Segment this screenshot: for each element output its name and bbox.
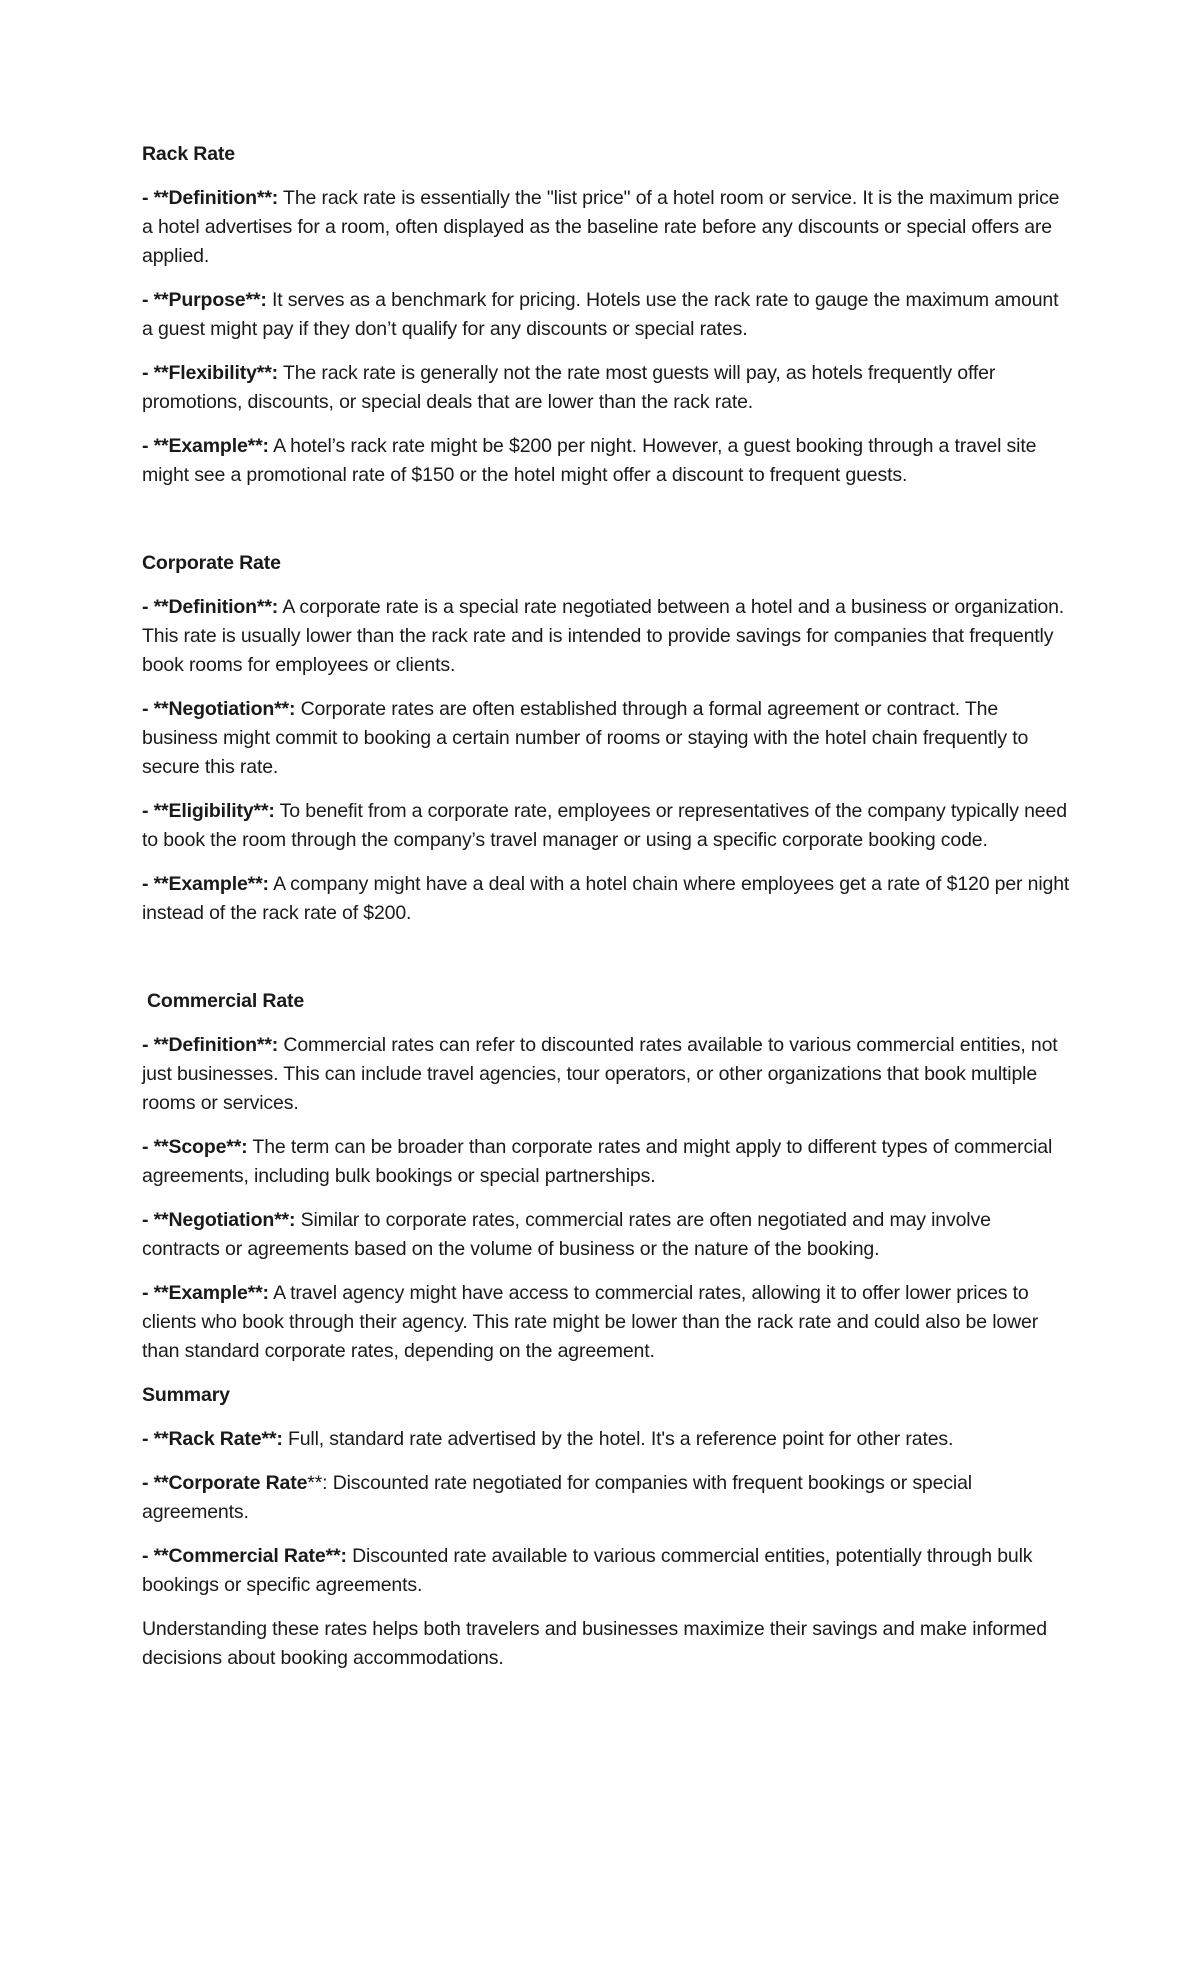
paragraph-item	[142, 286, 1072, 344]
item-suffix: **:	[245, 289, 267, 311]
item-prefix: - **	[142, 1472, 169, 1494]
paragraph-item	[142, 359, 1072, 417]
paragraph-item	[142, 184, 1072, 271]
paragraph-item	[142, 870, 1072, 928]
item-text: A travel agency might have access to commercial rates, allowing it to offer lower prices to clients who book through their agency. This rate might be lower than the rack rate and could also be lower than standard corporate rates, depending on the agreement.	[142, 1282, 1039, 1362]
item-suffix: **:	[261, 1428, 283, 1450]
item-term: Scope	[168, 1136, 227, 1158]
section-heading: Corporate Rate	[142, 552, 281, 574]
item-term: Definition	[168, 187, 257, 209]
summary-item	[142, 1542, 1072, 1600]
item-text: Commercial rates can refer to discounted rates available to various commercial entities, not just businesses. This can include travel agencies, tour operators, or other organizations that book multiple rooms or services.	[142, 1034, 1058, 1114]
item-term: Purpose	[168, 289, 246, 311]
item-term: Negotiation	[168, 698, 275, 720]
item-suffix: **:	[247, 435, 269, 457]
item-text: The rack rate is generally not the rate most guests will pay, as hotels frequently offer promotions, discounts, or special deals that are lower than the rack rate.	[142, 362, 996, 413]
item-term: Definition	[168, 1034, 257, 1056]
item-text: The term can be broader than corporate rates and might apply to different types of commercial agreements, including bulk bookings or special partnerships.	[142, 1136, 1053, 1187]
section-heading: Rack Rate	[142, 143, 235, 165]
section-spacer	[142, 505, 1072, 549]
section-summary	[142, 1381, 1072, 1673]
paragraph-item	[142, 1133, 1072, 1191]
section-spacer	[142, 943, 1072, 987]
item-prefix: - **	[142, 698, 169, 720]
item-term: Rack Rate	[168, 1428, 262, 1450]
section-rack-rate	[142, 140, 1072, 490]
section-heading: Commercial Rate	[147, 990, 305, 1012]
item-prefix: - **	[142, 289, 169, 311]
item-text: Corporate rates are often established through a formal agreement or contract. The business might commit to booking a certain number of rooms or staying with the hotel chain frequently to secure this rate.	[142, 698, 1029, 778]
paragraph-item	[142, 1206, 1072, 1264]
item-term: Flexibility	[168, 362, 257, 384]
item-prefix: - **	[142, 1209, 169, 1231]
item-text: To benefit from a corporate rate, employees or representatives of the company typically need to book the room through the company’s travel manager or using a specific corporate booking code.	[142, 800, 1067, 851]
item-text: Full, standard rate advertised by the hotel. It's a reference point for other rates.	[282, 1428, 954, 1450]
item-term: Example	[168, 435, 248, 457]
item-prefix: - **	[142, 362, 169, 384]
paragraph-item	[142, 432, 1072, 490]
item-text: Similar to corporate rates, commercial rates are often negotiated and may involve contracts or agreements based on the volume of business or the nature of the booking.	[142, 1209, 991, 1260]
item-suffix: **:	[253, 800, 275, 822]
item-term: Commercial Rate	[168, 1545, 326, 1567]
paragraph-item	[142, 695, 1072, 782]
item-term: Example	[168, 873, 248, 895]
item-text: A corporate rate is a special rate negotiated between a hotel and a business or organization. This rate is usually lower than the rack rate and is intended to provide savings for companies that frequently book rooms for employees or clients.	[142, 596, 1065, 676]
item-term: Corporate Rate	[168, 1472, 308, 1494]
section-corporate-rate	[142, 549, 1072, 928]
item-suffix: **:	[256, 596, 279, 618]
item-suffix: **:	[247, 1282, 269, 1304]
item-term: Example	[168, 1282, 248, 1304]
item-text: A company might have a deal with a hotel chain where employees get a rate of $120 per night instead of the rack rate of $200.	[142, 873, 1070, 924]
item-term: Negotiation	[168, 1209, 275, 1231]
paragraph-item	[142, 593, 1072, 680]
item-prefix: - **	[142, 1545, 169, 1567]
item-suffix: **:	[274, 698, 296, 720]
summary-item	[142, 1469, 1072, 1527]
item-term: Eligibility	[168, 800, 254, 822]
item-text: The rack rate is essentially the "list price" of a hotel room or service. It is the maximum price a hotel advertises for a room, often displayed as the baseline rate before any discounts or special offers are applied.	[142, 187, 1060, 267]
item-suffix: **:	[256, 1034, 279, 1056]
item-text: A hotel’s rack rate might be $200 per night. However, a guest booking through a travel site might see a promotional rate of $150 or the hotel might offer a discount to frequent guests.	[142, 435, 1037, 486]
document-body	[142, 140, 1072, 1688]
item-suffix: **:	[256, 187, 279, 209]
paragraph-item	[142, 1031, 1072, 1118]
item-prefix: - **	[142, 1428, 169, 1450]
item-prefix: - **	[142, 187, 169, 209]
item-prefix: - **	[142, 800, 169, 822]
item-suffix: **:	[226, 1136, 248, 1158]
item-suffix: **:	[307, 1472, 328, 1494]
item-suffix: **:	[247, 873, 269, 895]
paragraph-item	[142, 797, 1072, 855]
item-text: It serves as a benchmark for pricing. Hotels use the rack rate to gauge the maximum amount a guest might pay if they don’t qualify for any discounts or special rates.	[142, 289, 1059, 340]
item-prefix: - **	[142, 596, 169, 618]
item-prefix: - **	[142, 1282, 169, 1304]
item-prefix: - **	[142, 1034, 169, 1056]
item-suffix: **:	[256, 362, 279, 384]
section-commercial-rate	[142, 987, 1072, 1366]
section-heading: Summary	[142, 1384, 230, 1406]
item-prefix: - **	[142, 1136, 169, 1158]
item-suffix: **:	[274, 1209, 296, 1231]
item-term: Definition	[168, 596, 257, 618]
item-text: Discounted rate negotiated for companies with frequent bookings or special agreements.	[142, 1472, 972, 1523]
item-prefix: - **	[142, 873, 169, 895]
paragraph-item	[142, 1279, 1072, 1366]
item-prefix: - **	[142, 435, 169, 457]
item-suffix: **:	[325, 1545, 347, 1567]
summary-item	[142, 1425, 1072, 1454]
closing-paragraph: Understanding these rates helps both travelers and businesses maximize their savings and make informed decisions about booking accommodations.	[142, 1618, 1047, 1669]
item-text: Discounted rate available to various commercial entities, potentially through bulk bookings or specific agreements.	[142, 1545, 1033, 1596]
